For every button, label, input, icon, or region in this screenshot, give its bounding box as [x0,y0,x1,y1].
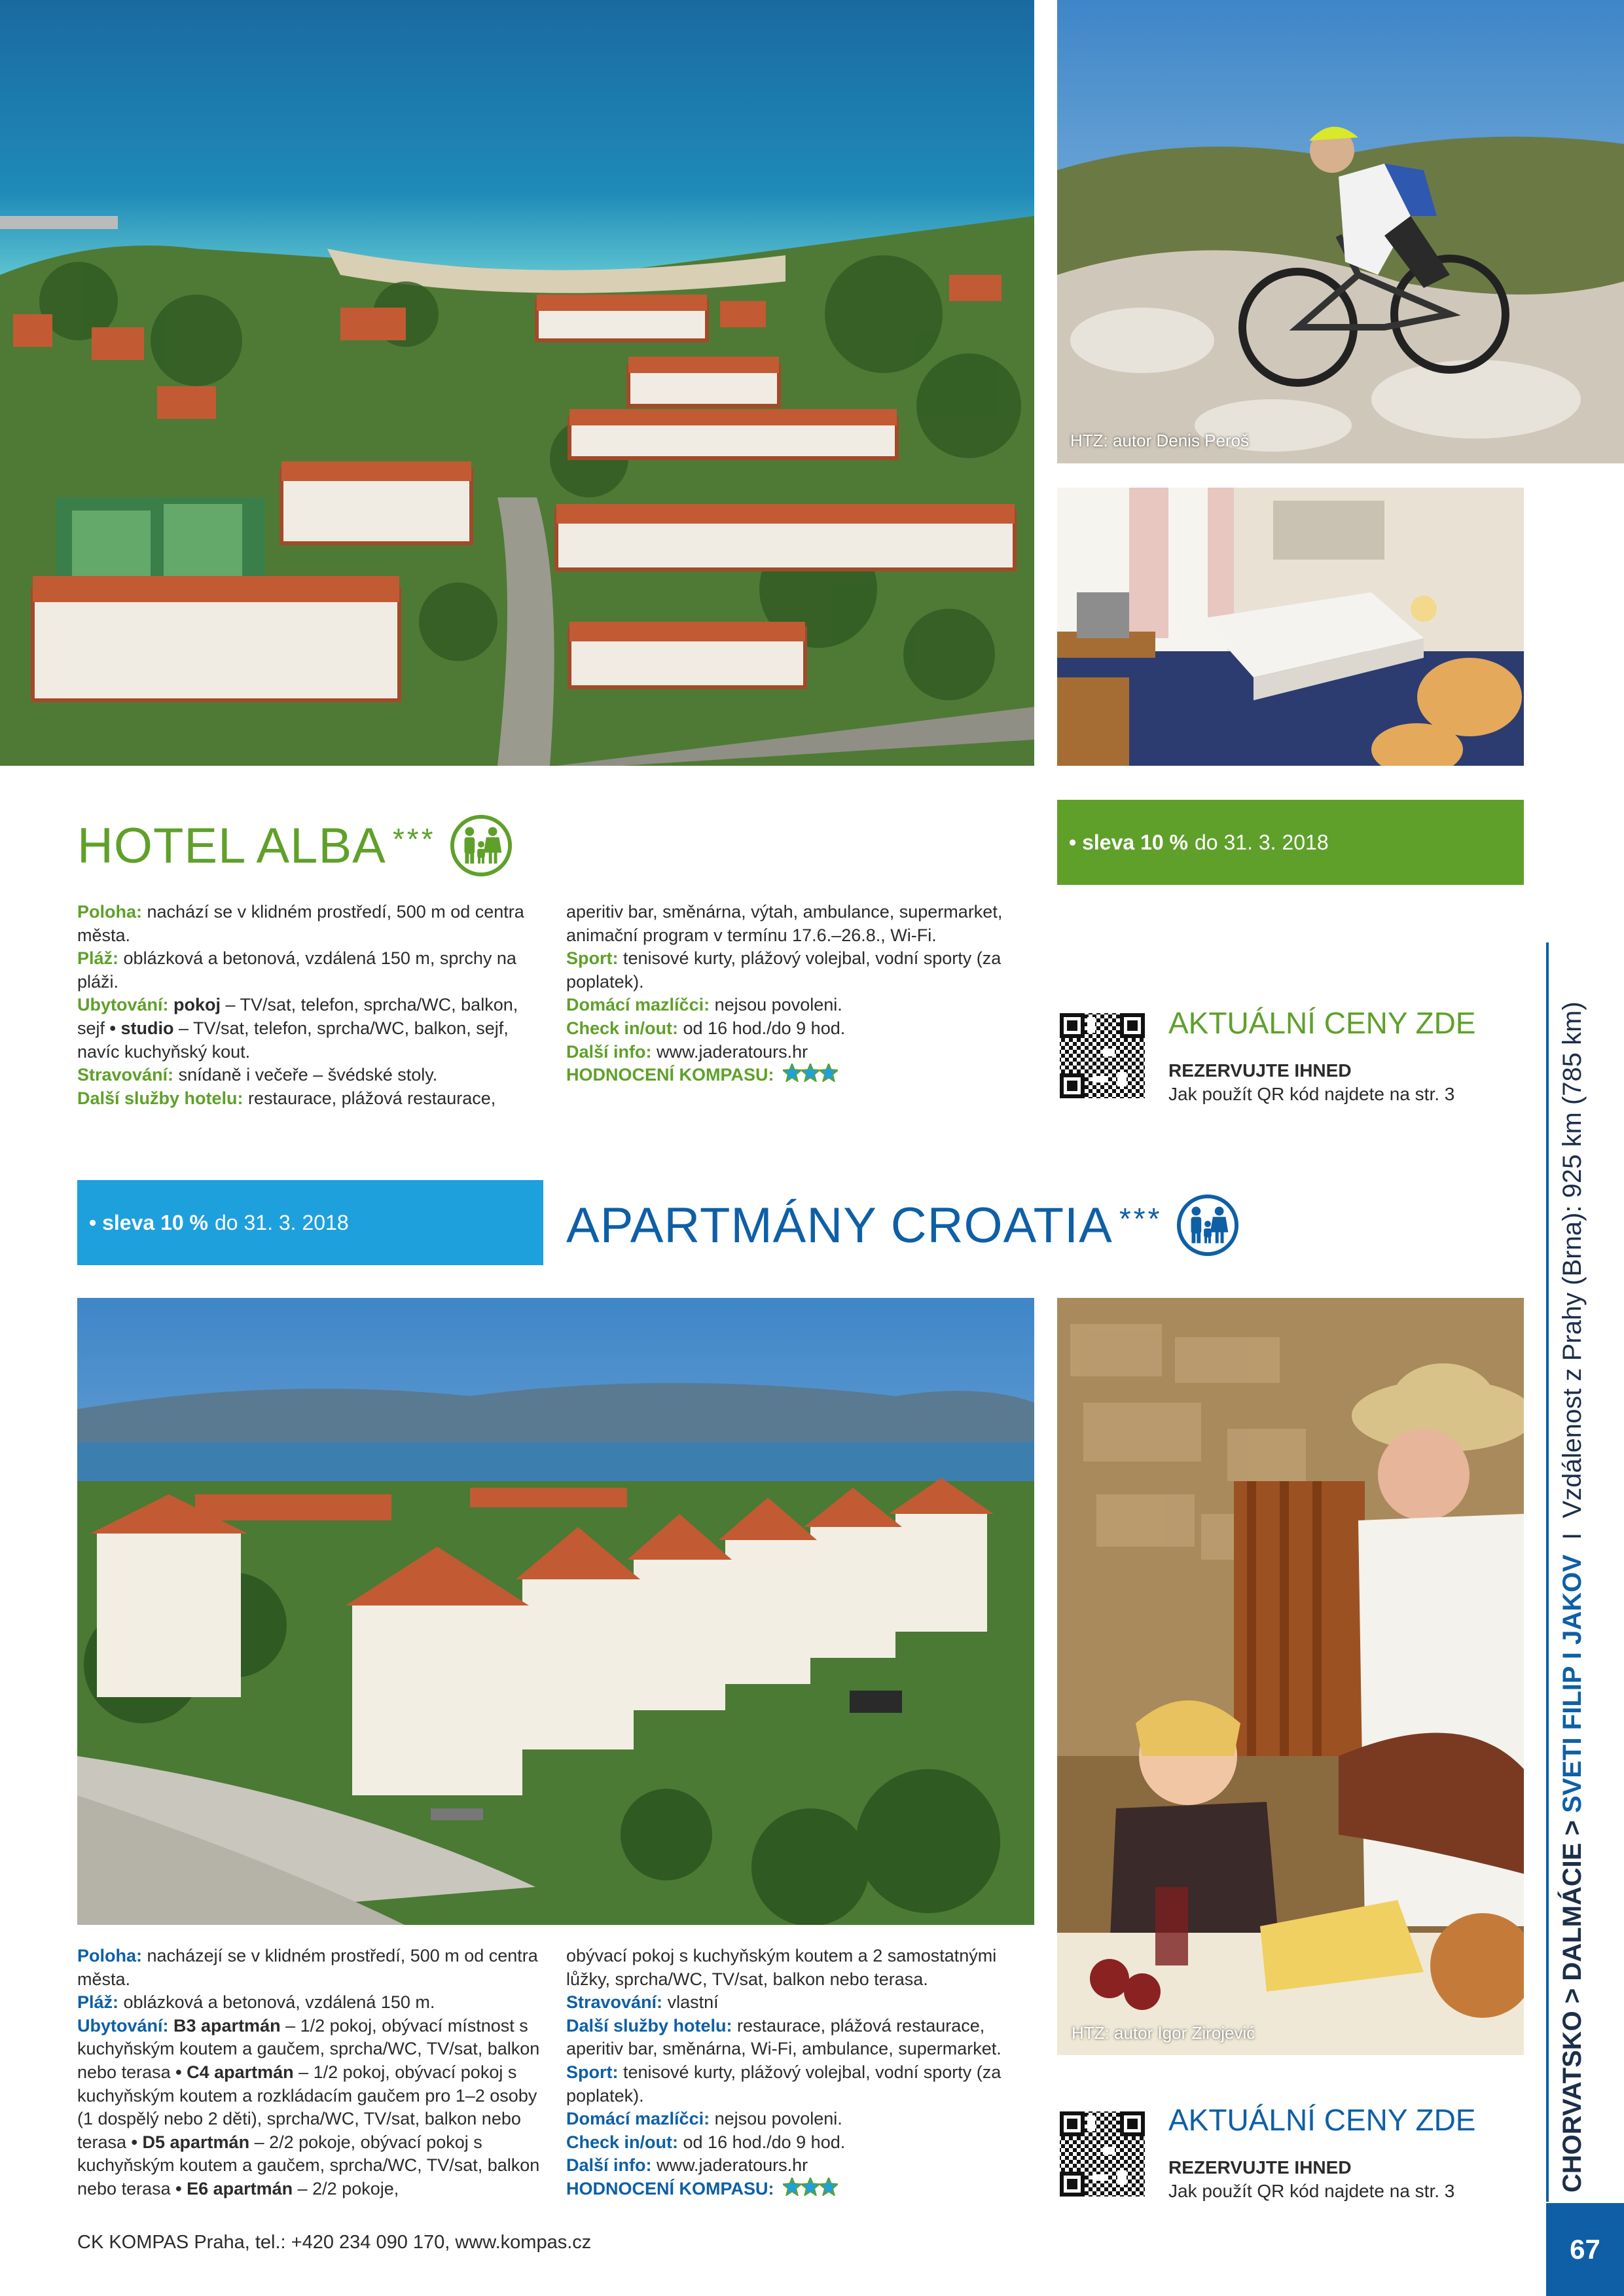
hotel-alba-info-col1 [77,901,529,1110]
label-plaz: Pláž: [77,948,119,969]
label-sluzby: Další služby hotelu: [77,1088,244,1108]
text-check: od 16 hod./do 9 hod. [678,2132,846,2152]
label-poloha: Poloha: [77,1946,142,1965]
text-sport: tenisové kurty, plážový volejbal, vodní sporty (za poplatek). [566,2062,1001,2106]
room-type: • studio [105,1018,174,1038]
apartment-desc: – 1/2 pokoj, obývací pokoj s kuchyňským koutem a rozkládacím gaučem pro 1–2 osoby (1 dospělý nebo 2 děti), sprcha/WC, TV/sat, balkon nebo terasa [77,2062,537,2152]
photo-credit: HTZ: autor Igor Zirojević [1072,2023,1255,2043]
label-check: Check in/out: [566,1018,679,1038]
label-info: Další info: [566,1041,652,1062]
page-number: 67 [1546,2203,1624,2296]
text-info[interactable]: www.jaderatours.hr [651,1041,808,1062]
text-check: od 16 hod./do 9 hod. [678,1018,846,1038]
star-icon [801,2178,820,2196]
label-info: Další info: [566,2155,652,2176]
reserve-label: REZERVUJTE IHNED [1168,2157,1352,2178]
label-ubytovani: Ubytování: [77,995,169,1015]
qr-code-icon[interactable] [1057,1011,1147,1101]
label-sport: Sport: [566,2062,619,2082]
rating-stars [783,1064,838,1088]
qr-note: Jak použít QR kód najdete na str. 3 [1168,1084,1455,1104]
separator: I [1558,1518,1587,1555]
label-sport: Sport: [566,948,619,969]
label-plaz: Pláž: [77,1992,119,2013]
apartments-photo [77,1298,1034,1925]
hotel-room-photo [1057,488,1524,766]
discount-label: • sleva 10 % [1069,830,1188,854]
destination-name: SVETI FILIP I JAKOV [1558,1554,1587,1813]
text-pets: nejsou povoleni. [710,2109,842,2129]
apartment-type: • D5 apartmán [126,2132,250,2152]
discount-date: do 31. 3. 2018 [215,1210,349,1234]
room-desc: – TV/sat, telefon, sprcha/WC, balkon, sejf, navíc kuchyňský kout. [77,1018,509,1062]
apartmany-info-col2 [566,1945,1038,2202]
prices-headline[interactable]: AKTUÁLNÍ CENY ZDE [1168,1006,1476,1040]
qr-note: Jak použít QR kód najdete na str. 3 [1168,2181,1455,2201]
ham-tasting-photo [1057,1298,1524,2055]
cyclist-photo [1057,0,1624,463]
star-icon [783,1064,801,1082]
text-apartment-cont: obývací pokoj s kuchyňským koutem a 2 samostatnými lůžky, sprcha/WC, TV/sat, balkon nebo terasa. [566,1946,997,1989]
apartment-type: • E6 apartmán [170,2178,293,2198]
label-stravovani: Stravování: [566,1992,663,2013]
apartment-desc: – 2/2 pokoje, [293,2178,399,2198]
distance-info: Vzdálenost z Prahy (Brna): 925 km (785 km) [1558,1001,1587,1518]
text-sluzby: restaurace, plážová restaurace, [243,1088,496,1108]
rating-stars [783,2178,838,2202]
hotel-name: HOTEL ALBA [77,817,386,874]
label-ubytovani: Ubytování: [77,2015,169,2036]
room-desc: – TV/sat, telefon, sprcha/WC, balkon, sejf [77,995,518,1038]
discount-label: • sleva 10 % [89,1210,208,1234]
qr-code-icon[interactable] [1057,2109,1147,2199]
discount-date: do 31. 3. 2018 [1195,830,1329,854]
star-icon [820,2178,838,2196]
discount-badge [77,1180,543,1265]
label-stravovani: Stravování: [77,1065,174,1085]
prices-headline[interactable]: AKTUÁLNÍ CENY ZDE [1168,2103,1476,2137]
apartment-desc: – 1/2 pokoj, obývací místnost s kuchyňským koutem a gaučem, sprcha/WC, TV/sat, balkon nebo terasa [77,2015,540,2082]
photo-credit: HTZ: autor Denis Peroš [1070,431,1250,450]
breadcrumb: CHORVATSKO > DALMÁCIE > [1558,1812,1587,2193]
apartment-type: • C4 apartmán [170,2062,294,2082]
hotel-alba-title [77,806,513,885]
star-icon [820,1064,838,1082]
text-stravovani: vlastní [662,1992,719,2013]
discount-badge [1057,800,1524,885]
reserve-label: REZERVUJTE IHNED [1168,1060,1352,1081]
family-icon [449,814,513,878]
aerial-resort-photo [0,0,1034,766]
sidebar-navigation [1553,1001,1592,2193]
text-plaz: oblázková a betonová, vzdálená 150 m, sprchy na pláži. [77,948,516,992]
room-type: pokoj [168,995,221,1015]
star-icon [783,2178,801,2196]
text-stravovani: snídaně i večeře – švédské stoly. [173,1065,438,1085]
hotel-alba-info-col2 [566,901,1018,1088]
label-rating: HODNOCENÍ KOMPASU: [566,2178,774,2198]
apartmany-info-col1 [77,1945,541,2201]
label-pets: Domácí mazlíčci: [566,995,710,1015]
text-sluzby: restaurace, plážová restaurace, aperitiv bar, směnárna, Wi-Fi, ambulance, supermarket. [566,2015,1001,2059]
star-icon [801,1064,820,1082]
footer-contact: CK KOMPAS Praha, tel.: +420 234 090 170, www.kompas.cz [77,2232,592,2253]
label-pets: Domácí mazlíčci: [566,2109,710,2129]
family-icon [1176,1193,1240,1257]
label-check: Check in/out: [566,2132,679,2152]
text-pets: nejsou povoleni. [710,995,842,1015]
hotel-stars: *** [1119,1202,1163,1236]
apartment-type: B3 apartmán [168,2015,281,2036]
text-poloha: nacházejí se v klidném prostředí, 500 m od centra města. [77,1946,538,1989]
text-sport: tenisové kurty, plážový volejbal, vodní sporty (za poplatek). [566,948,1001,992]
text-plaz: oblázková a betonová, vzdálená 150 m. [118,1992,435,2013]
text-poloha: nachází se v klidném prostředí, 500 m od centra města. [77,902,524,945]
apartmany-title [566,1186,1240,1265]
sidebar-divider [1546,942,1549,2202]
hotel-name: APARTMÁNY CROATIA [566,1197,1113,1253]
text-info[interactable]: www.jaderatours.hr [651,2155,808,2176]
apartment-desc: – 2/2 pokoje, obývací pokoj s kuchyňským koutem a gaučem, sprcha/WC, TV/sat, balkon nebo terasa [77,2132,540,2198]
hotel-stars: *** [392,822,436,856]
label-sluzby: Další služby hotelu: [566,2015,732,2036]
label-poloha: Poloha: [77,902,142,922]
text-services-cont: aperitiv bar, směnárna, výtah, ambulance, supermarket, animační program v termínu 17.6.–26.8., Wi-Fi. [566,902,1003,945]
label-rating: HODNOCENÍ KOMPASU: [566,1065,774,1085]
